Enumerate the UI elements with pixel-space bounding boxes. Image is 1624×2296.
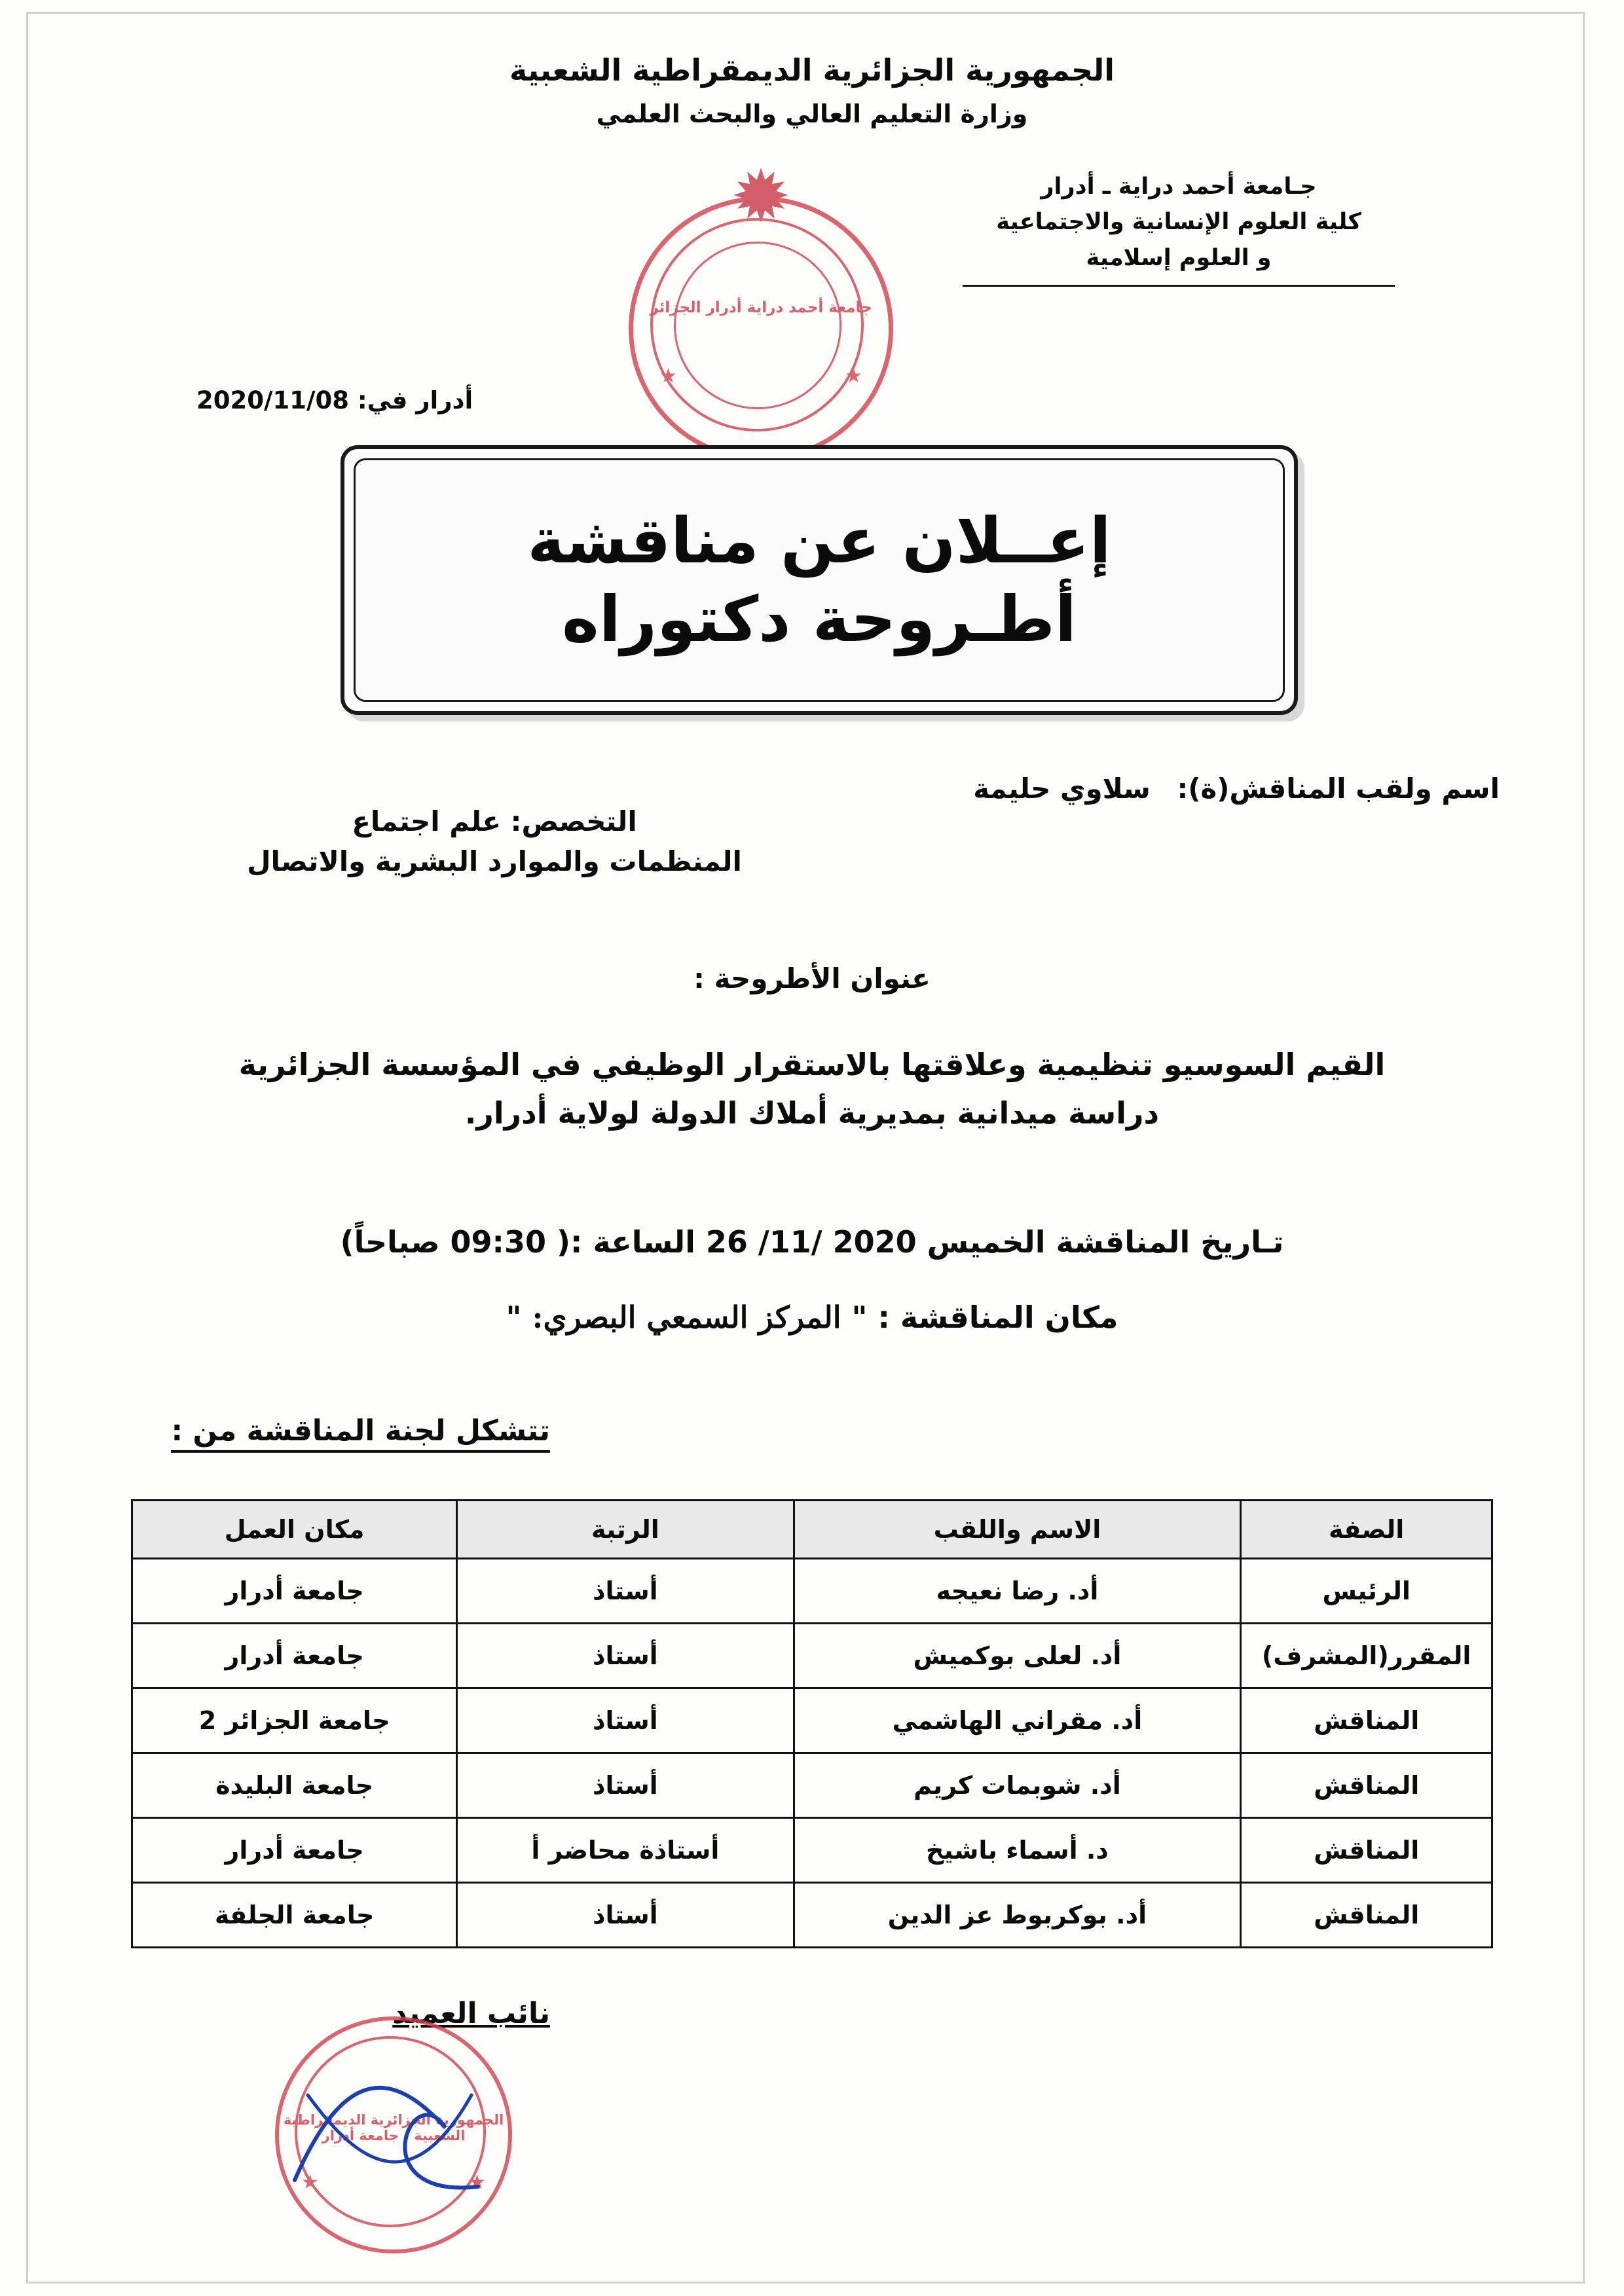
thesis-title bbox=[98, 1041, 1526, 1137]
cell-workplace: جامعة أدرار bbox=[132, 1818, 457, 1883]
cell-role: المناقش bbox=[1241, 1883, 1492, 1948]
defense-place-value: " المركز السمعي البصري: " bbox=[506, 1300, 868, 1335]
cell-rank: أستاذ bbox=[457, 1624, 794, 1688]
stamp-inner-ring-2 bbox=[674, 242, 841, 409]
defense-place-label: مكان المناقشة : bbox=[877, 1300, 1118, 1335]
announcement-title-box bbox=[341, 445, 1298, 715]
speciality-value: المنظمات والموارد البشرية والاتصال bbox=[247, 845, 742, 877]
cell-workplace: جامعة الجلفة bbox=[132, 1883, 457, 1948]
announcement-title-line2: أطـروحة دكتوراه bbox=[562, 583, 1077, 656]
cell-fullname: أد. رضا نعيجه bbox=[794, 1559, 1241, 1624]
cell-fullname: أد. مقراني الهاشمي bbox=[794, 1688, 1241, 1753]
speciality-label: التخصص: علم اجتماع bbox=[352, 805, 637, 837]
star-icon: ★ bbox=[468, 2171, 486, 2194]
thesis-title-label: عنوان الأطروحة : bbox=[693, 962, 931, 994]
table-row bbox=[132, 1883, 1492, 1948]
cell-rank: أستاذة محاضر أ bbox=[457, 1818, 794, 1883]
issue-date bbox=[196, 386, 473, 414]
university-block bbox=[930, 169, 1428, 287]
cell-workplace: جامعة أدرار bbox=[132, 1624, 457, 1688]
header-fullname: الاسم واللقب bbox=[794, 1501, 1241, 1559]
defense-date-value: 2020 /11/ 26 bbox=[705, 1224, 917, 1260]
cell-fullname: أد. لعلى بوكميش bbox=[794, 1624, 1241, 1688]
official-stamp-top bbox=[629, 155, 893, 461]
table-row bbox=[132, 1753, 1492, 1818]
deputy-dean-signature-label: نائب العميد bbox=[392, 1997, 550, 2030]
cell-role: المناقش bbox=[1241, 1753, 1492, 1818]
defense-time-label: الساعة :( bbox=[557, 1224, 695, 1260]
table-row bbox=[132, 1559, 1492, 1624]
candidate-row bbox=[973, 773, 1500, 805]
star-icon: ★ bbox=[659, 365, 677, 388]
cell-rank: أستاذ bbox=[457, 1688, 794, 1753]
header-rank: الرتبة bbox=[457, 1501, 794, 1559]
table-row bbox=[132, 1818, 1492, 1883]
thesis-title-line1: القيم السوسيو تنظيمية وعلاقتها بالاستقرار الوظيفي في المؤسسة الجزائرية bbox=[238, 1047, 1386, 1082]
issue-date-value: 2020/11/08 bbox=[196, 386, 349, 414]
defense-datetime bbox=[0, 1224, 1624, 1260]
cell-workplace: جامعة أدرار bbox=[132, 1559, 457, 1624]
defense-time-value: 09:30 صباحاً) bbox=[340, 1224, 546, 1260]
stamp-top-text: جامعة أحمد دراية أدرار الجزائر bbox=[650, 299, 872, 316]
cell-role: الرئيس bbox=[1241, 1559, 1492, 1624]
republic-title: الجمهورية الجزائرية الديمقراطية الشعبية bbox=[509, 52, 1115, 88]
defense-date-label: تـاريخ المناقشة الخميس bbox=[927, 1224, 1284, 1260]
header-workplace: مكان العمل bbox=[132, 1501, 457, 1559]
ministry-header bbox=[0, 52, 1624, 128]
star-icon: ★ bbox=[301, 2171, 319, 2194]
cell-role: المناقش bbox=[1241, 1688, 1492, 1753]
cell-workplace: جامعة الجزائر 2 bbox=[132, 1688, 457, 1753]
cell-rank: أستاذ bbox=[457, 1753, 794, 1818]
cell-fullname: أد. شوبمات كريم bbox=[794, 1753, 1241, 1818]
candidate-label: اسم ولقب المناقش(ة): bbox=[1177, 773, 1500, 805]
stamp-bottom-text: الجمهورية الجزائرية الديمقراطية الشعبية - جامعة أدرار bbox=[283, 2112, 504, 2143]
ministry-title: وزارة التعليم العالي والبحث العلمي bbox=[596, 100, 1028, 128]
issue-date-label: أدرار في: bbox=[357, 386, 473, 414]
cell-rank: أستاذ bbox=[457, 1559, 794, 1624]
speciality-row bbox=[190, 802, 799, 882]
star-icon: ★ bbox=[845, 365, 862, 388]
announcement-title-inner bbox=[354, 458, 1285, 702]
table-header-row bbox=[132, 1501, 1492, 1559]
thesis-title-line2: دراسة ميدانية بمديرية أملاك الدولة لولاية أدرار. bbox=[464, 1095, 1160, 1131]
faculty-name-2: و العلوم إسلامية bbox=[1086, 244, 1272, 271]
emblem-icon: ✹ bbox=[730, 155, 792, 238]
cell-workplace: جامعة البليدة bbox=[132, 1753, 457, 1818]
divider bbox=[963, 285, 1395, 287]
official-stamp-bottom bbox=[275, 2016, 512, 2253]
cell-role: المقرر(المشرف) bbox=[1241, 1624, 1492, 1688]
faculty-name: كلية العلوم الإنسانية والاجتماعية bbox=[996, 209, 1361, 236]
university-name: جـامعة أحمد دراية ـ أدرار bbox=[1041, 173, 1317, 200]
header-role: الصفة bbox=[1241, 1501, 1492, 1559]
defense-place bbox=[0, 1300, 1624, 1335]
table-row bbox=[132, 1624, 1492, 1688]
candidate-name: سلاوي حليمة bbox=[973, 773, 1151, 805]
jury-table bbox=[131, 1499, 1493, 1948]
cell-fullname: د. أسماء باشيخ bbox=[794, 1818, 1241, 1883]
announcement-title-line1: إعــلان عن مناقشة bbox=[527, 504, 1111, 577]
cell-fullname: أد. بوكربوط عز الدين bbox=[794, 1883, 1241, 1948]
jury-section-label: تتشكل لجنة المناقشة من : bbox=[171, 1414, 550, 1453]
cell-role: المناقش bbox=[1241, 1818, 1492, 1883]
cell-rank: أستاذ bbox=[457, 1883, 794, 1948]
table-row bbox=[132, 1688, 1492, 1753]
